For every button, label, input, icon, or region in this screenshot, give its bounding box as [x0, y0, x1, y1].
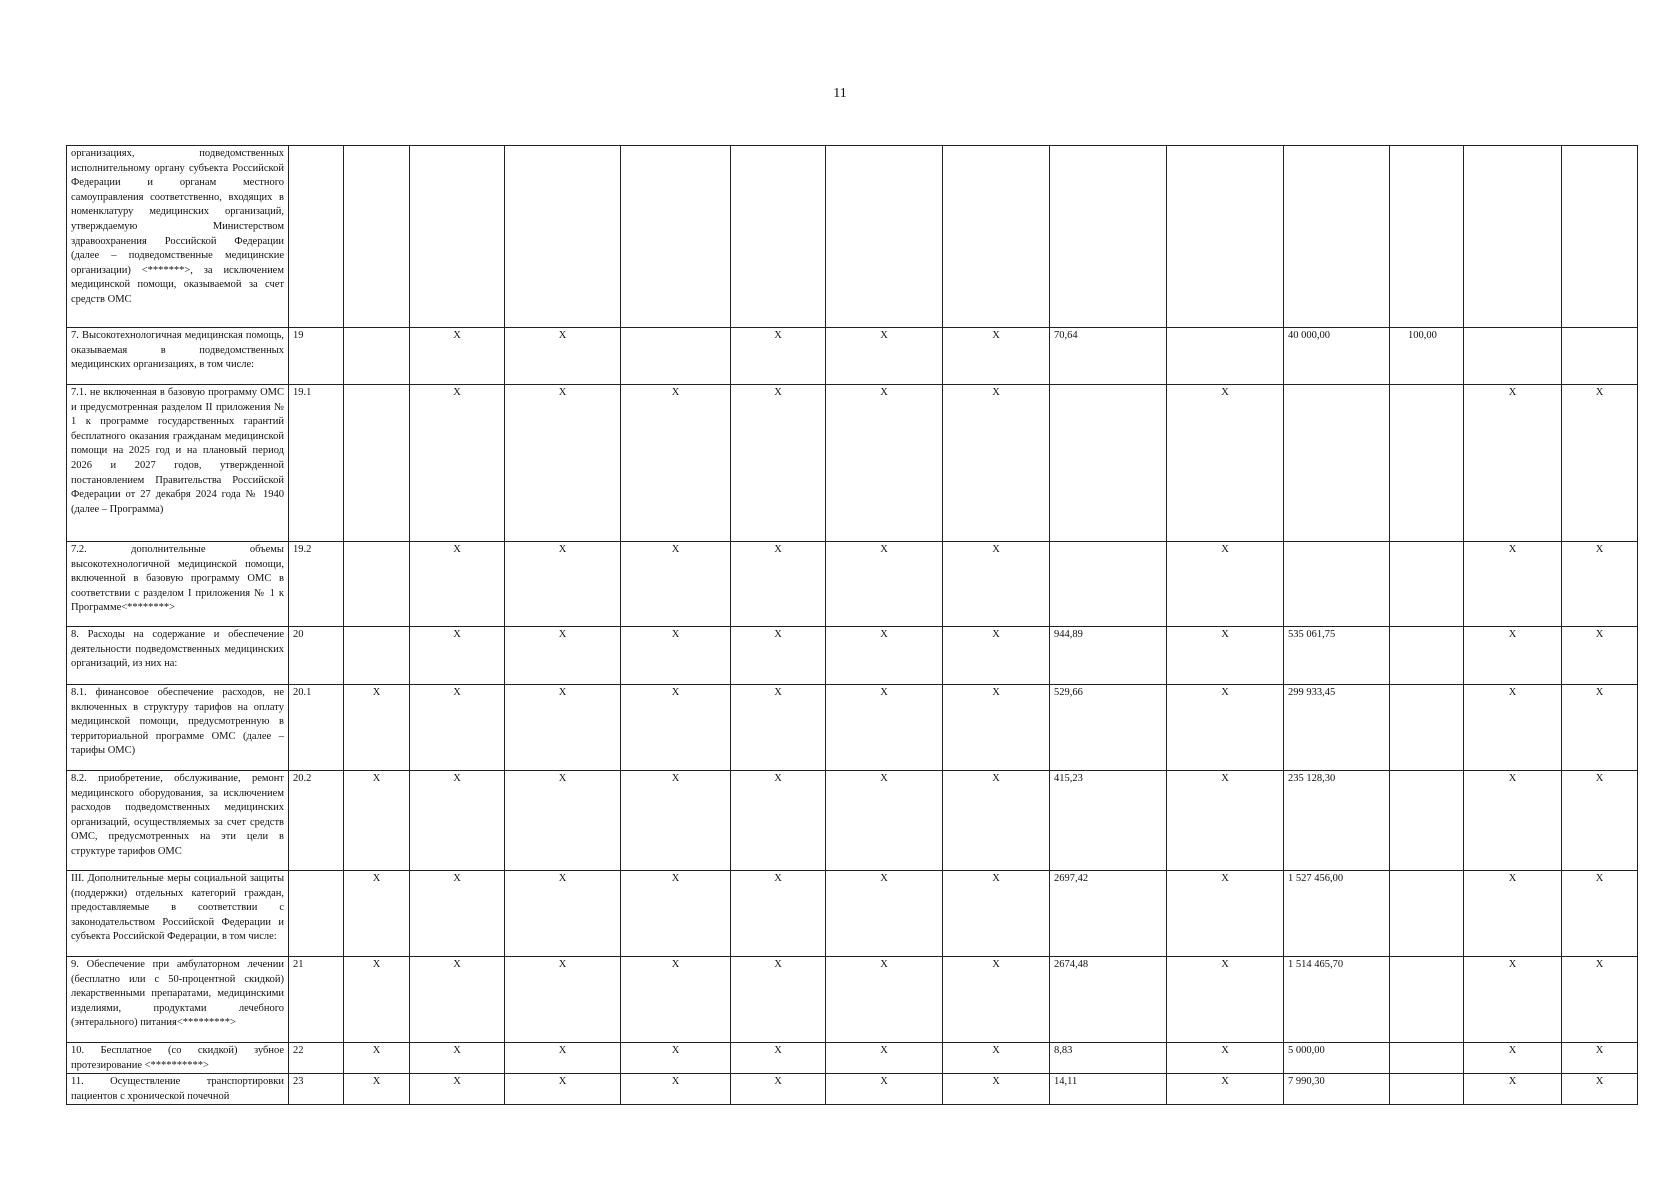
table-cell	[505, 146, 621, 328]
table-cell: X	[1562, 1074, 1638, 1105]
table-cell: X	[621, 957, 731, 1043]
table-cell: X	[1464, 542, 1562, 627]
table-cell	[1390, 871, 1464, 957]
table-cell: 70,64	[1050, 328, 1167, 385]
table-cell	[344, 146, 410, 328]
table-cell: X	[826, 328, 943, 385]
table-cell: X	[731, 542, 826, 627]
table-cell	[1167, 328, 1284, 385]
table-cell: 100,00	[1390, 328, 1464, 385]
row-description: 11. Осуществление транспортировки пациентов с хронической почечной	[67, 1074, 289, 1105]
table-cell: X	[731, 328, 826, 385]
table-row	[67, 542, 1638, 627]
row-code: 22	[289, 1043, 344, 1074]
table-cell: X	[826, 957, 943, 1043]
table-cell	[1562, 146, 1638, 328]
table-cell: 299 933,45	[1284, 685, 1390, 771]
table-cell: X	[344, 871, 410, 957]
row-code: 21	[289, 957, 344, 1043]
table-cell	[1284, 542, 1390, 627]
table-cell: X	[1167, 542, 1284, 627]
table-cell: 1 527 456,00	[1284, 871, 1390, 957]
table-cell: X	[943, 957, 1050, 1043]
table-cell: X	[826, 1074, 943, 1105]
table-cell: X	[943, 685, 1050, 771]
table-cell: 235 128,30	[1284, 771, 1390, 871]
table-row	[67, 871, 1638, 957]
table-cell	[289, 146, 344, 328]
row-description: III. Дополнительные меры социальной защиты (поддержки) отдельных категорий граждан, предоставляемые в соответствии с законодательством Российской Федерации и субъекта Российской Федерации, в том числе:	[67, 871, 289, 957]
table-cell: X	[1464, 685, 1562, 771]
table-cell: X	[826, 385, 943, 542]
row-description: 10. Бесплатное (со скидкой) зубное протезирование <**********>	[67, 1043, 289, 1074]
table-cell: X	[505, 627, 621, 685]
table-cell	[1390, 771, 1464, 871]
table-cell: 944,89	[1050, 627, 1167, 685]
table-cell: 5 000,00	[1284, 1043, 1390, 1074]
table-cell	[1050, 542, 1167, 627]
table-cell: X	[1167, 771, 1284, 871]
table-cell: X	[410, 1043, 505, 1074]
table-cell: X	[1562, 627, 1638, 685]
table-cell: X	[1167, 385, 1284, 542]
row-code: 19.2	[289, 542, 344, 627]
row-description: 8.1. финансовое обеспечение расходов, не включенных в структуру тарифов на оплату медицинской помощи, предусмотренную в территориальной программе ОМС (далее – тарифы ОМС)	[67, 685, 289, 771]
table-cell	[344, 328, 410, 385]
table-cell: X	[731, 685, 826, 771]
table-cell: X	[505, 328, 621, 385]
page-number: 11	[833, 86, 847, 101]
table-cell: X	[826, 1043, 943, 1074]
table-cell: X	[410, 542, 505, 627]
table-cell: X	[731, 1074, 826, 1105]
table-cell: X	[1562, 871, 1638, 957]
table-row	[67, 328, 1638, 385]
table-cell: X	[344, 1043, 410, 1074]
table-cell: 14,11	[1050, 1074, 1167, 1105]
table-cell	[344, 385, 410, 542]
table-cell: X	[826, 685, 943, 771]
table-cell: X	[505, 1074, 621, 1105]
table-cell: X	[1167, 871, 1284, 957]
table-cell	[943, 146, 1050, 328]
table-row	[67, 627, 1638, 685]
table-cell: X	[1562, 957, 1638, 1043]
row-description: 8. Расходы на содержание и обеспечение деятельности подведомственных медицинских организаций, из них на:	[67, 627, 289, 685]
table-cell: 2697,42	[1050, 871, 1167, 957]
table-cell	[621, 328, 731, 385]
table-cell: X	[1464, 871, 1562, 957]
row-description: 7. Высокотехнологичная медицинская помощь, оказываемая в подведомственных медицинских организациях, в том числе:	[67, 328, 289, 385]
table-cell: X	[943, 542, 1050, 627]
table-row	[67, 685, 1638, 771]
table-cell: X	[943, 627, 1050, 685]
table-cell: X	[410, 385, 505, 542]
table-cell: X	[943, 328, 1050, 385]
table-cell: X	[1167, 1074, 1284, 1105]
table-cell	[1390, 1043, 1464, 1074]
table-row	[67, 146, 1638, 328]
table-cell: 415,23	[1050, 771, 1167, 871]
table-cell: X	[731, 627, 826, 685]
table-cell: X	[1167, 1043, 1284, 1074]
table-cell: 529,66	[1050, 685, 1167, 771]
table-row	[67, 1074, 1638, 1105]
table-row	[67, 957, 1638, 1043]
table-cell: X	[943, 1043, 1050, 1074]
table-cell: 7 990,30	[1284, 1074, 1390, 1105]
table-cell: X	[731, 385, 826, 542]
table-cell: X	[410, 685, 505, 771]
table-row	[67, 771, 1638, 871]
row-description: 8.2. приобретение, обслуживание, ремонт медицинского оборудования, за исключением расходов подведомственных медицинских организаций, осуществляемых за счет средств ОМС, предусмотренных на эти цели в структуре тарифов ОМС	[67, 771, 289, 871]
table-cell: X	[344, 1074, 410, 1105]
table-cell: X	[1464, 385, 1562, 542]
table-cell: X	[621, 1043, 731, 1074]
table-cell	[1464, 146, 1562, 328]
table-cell: X	[621, 627, 731, 685]
table-cell	[621, 146, 731, 328]
table-cell	[1390, 146, 1464, 328]
table-row	[67, 385, 1638, 542]
table-cell: X	[943, 1074, 1050, 1105]
table-cell: X	[943, 385, 1050, 542]
table-cell	[1390, 385, 1464, 542]
table-cell: X	[1167, 957, 1284, 1043]
table-cell: 535 061,75	[1284, 627, 1390, 685]
table-cell: X	[1562, 385, 1638, 542]
table-cell: X	[505, 957, 621, 1043]
table-cell: X	[344, 771, 410, 871]
table-cell: X	[1562, 771, 1638, 871]
table-cell	[1050, 146, 1167, 328]
table-cell: X	[826, 627, 943, 685]
row-code: 19.1	[289, 385, 344, 542]
table-cell: X	[1562, 542, 1638, 627]
table-cell	[1562, 328, 1638, 385]
table-cell: X	[1464, 1074, 1562, 1105]
table-cell: X	[505, 685, 621, 771]
table-cell	[1390, 627, 1464, 685]
table-cell	[1390, 542, 1464, 627]
row-code: 23	[289, 1074, 344, 1105]
table-cell: X	[344, 685, 410, 771]
table-cell	[1284, 385, 1390, 542]
table-cell: X	[1464, 957, 1562, 1043]
table-cell: X	[943, 771, 1050, 871]
table-cell	[1050, 385, 1167, 542]
data-table	[66, 145, 1638, 1105]
row-description: 9. Обеспечение при амбулаторном лечении (бесплатно или с 50-процентной скидкой) лекарственными препаратами, медицинскими изделиями, продуктами лечебного (энтерального) питания<*********>	[67, 957, 289, 1043]
table-cell: X	[621, 1074, 731, 1105]
table-cell: X	[1167, 627, 1284, 685]
table-cell: X	[410, 328, 505, 385]
row-code: 20.1	[289, 685, 344, 771]
table-row	[67, 1043, 1638, 1074]
table-cell: 1 514 465,70	[1284, 957, 1390, 1043]
table-cell: X	[410, 871, 505, 957]
row-code: 19	[289, 328, 344, 385]
table-cell	[344, 542, 410, 627]
table-cell: X	[1562, 1043, 1638, 1074]
table-cell: X	[1562, 685, 1638, 771]
table-cell: X	[621, 685, 731, 771]
table-cell: X	[1464, 771, 1562, 871]
table-cell: X	[505, 385, 621, 542]
table-cell: X	[410, 627, 505, 685]
table-cell	[1284, 146, 1390, 328]
table-cell: X	[505, 871, 621, 957]
table-cell	[1390, 685, 1464, 771]
table-cell: X	[826, 771, 943, 871]
row-code	[289, 871, 344, 957]
table-cell: X	[621, 771, 731, 871]
table-cell	[1390, 957, 1464, 1043]
table-cell: X	[826, 871, 943, 957]
row-code: 20.2	[289, 771, 344, 871]
table-cell	[1390, 1074, 1464, 1105]
table-cell	[731, 146, 826, 328]
table-cell: X	[1167, 685, 1284, 771]
table-cell: 2674,48	[1050, 957, 1167, 1043]
table-cell	[344, 627, 410, 685]
table-cell: X	[410, 771, 505, 871]
table-cell: X	[505, 542, 621, 627]
table-cell: X	[410, 1074, 505, 1105]
table-cell: X	[731, 771, 826, 871]
table-cell: X	[621, 871, 731, 957]
table-cell: X	[621, 542, 731, 627]
table-cell: X	[826, 542, 943, 627]
table-cell	[826, 146, 943, 328]
table-cell: X	[943, 871, 1050, 957]
table-cell: X	[731, 871, 826, 957]
row-description: 7.2. дополнительные объемы высокотехнологичной медицинской помощи, включенной в базовую программу ОМС в соответствии с разделом I приложения № 1 к Программе<********>	[67, 542, 289, 627]
table-cell	[1167, 146, 1284, 328]
table-cell: 40 000,00	[1284, 328, 1390, 385]
row-description: организациях, подведомственных исполнительному органу субъекта Российской Федерации и органам местного самоуправления соответственно, входящих в номенклатуру медицинских организаций, утверждаемую Министерством здравоохранения Российской Федерации (далее – подведомственные медицинские организации) <*******>, за исключением медицинской помощи, оказываемой за счет средств ОМС	[67, 146, 289, 328]
table-cell: X	[1464, 627, 1562, 685]
row-code: 20	[289, 627, 344, 685]
table-cell: X	[505, 771, 621, 871]
table-cell: X	[731, 957, 826, 1043]
table-cell: X	[505, 1043, 621, 1074]
table-cell: X	[731, 1043, 826, 1074]
table-cell: X	[621, 385, 731, 542]
table-cell	[1464, 328, 1562, 385]
table-cell: X	[1464, 1043, 1562, 1074]
table-cell: 8,83	[1050, 1043, 1167, 1074]
table-cell: X	[410, 957, 505, 1043]
table-cell	[410, 146, 505, 328]
row-description: 7.1. не включенная в базовую программу ОМС и предусмотренная разделом II приложения № 1 к программе государственных гарантий бесплатного оказания гражданам медицинской помощи на 2025 год и на плановый период 2026 и 2027 годов, утвержденной постановлением Правительства Российской Федерации от 27 декабря 2024 года № 1940 (далее – Программа)	[67, 385, 289, 542]
table-cell: X	[344, 957, 410, 1043]
